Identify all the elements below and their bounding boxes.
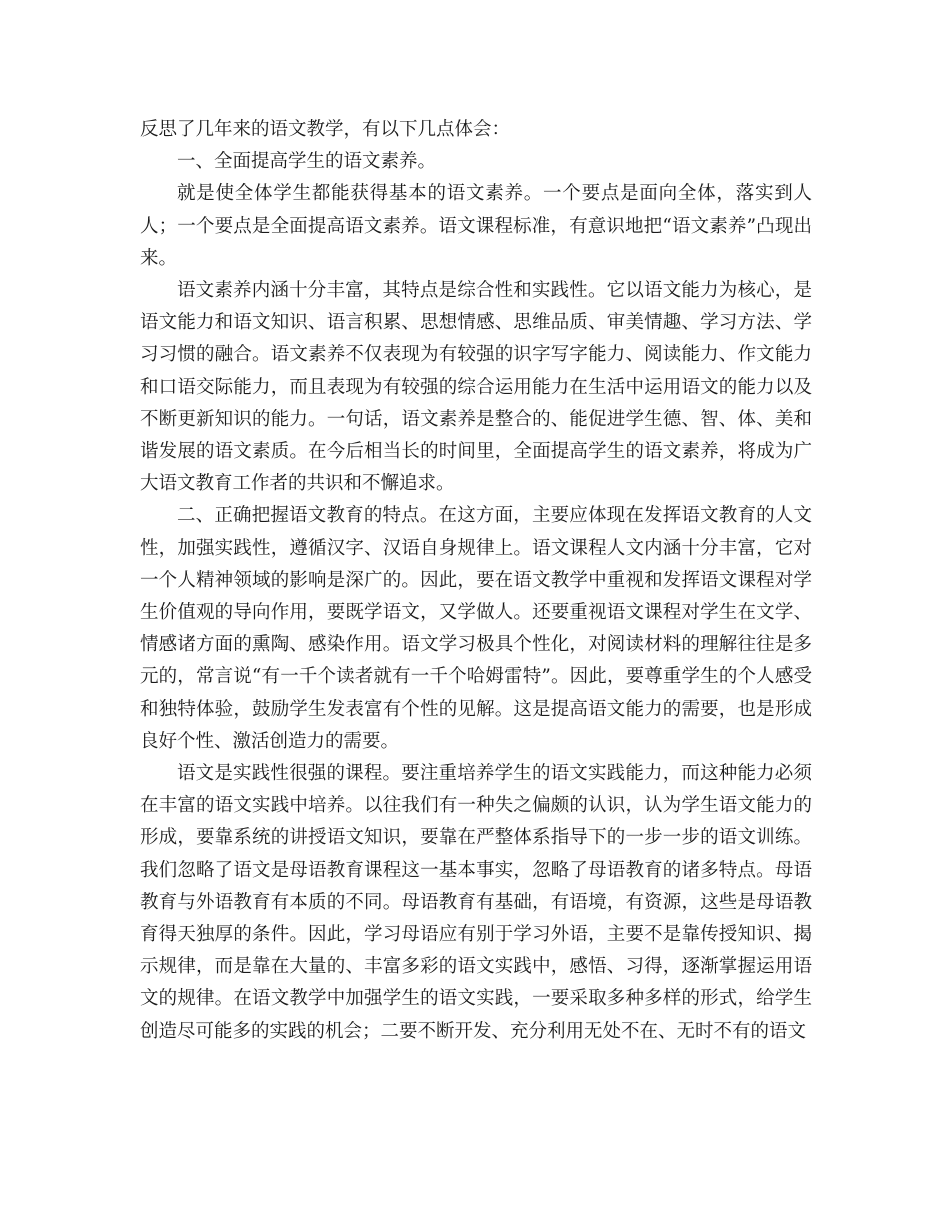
paragraph-2-heading: 一、全面提高学生的语文素养。 — [177, 151, 437, 173]
paragraph-3: 就是使全体学生都能获得基本的语文素养。一个要点是面向全体，落实到人人；一个要点是全面提高语文素养。语文课程标准，有意识地把“语文素养”凸现出来。 — [140, 183, 812, 269]
paragraph-5-heading: 二、正确把握语文教育的特点。在这方面，主要应体现在发挥语文教育的人文性，加强实践性，遵循汉字、汉语自身规律上。语文课程人文内涵十分丰富，它对一个人精神领域的影响是深广的。因此，要在语文教学中重视和发挥语文课程对学生价值观的导向作用，要既学语文，又学做人。还要重视语文课程对学生在文学、情感诸方面的熏陶、感染作用。语文学习极具个性化，对阅读材料的理解往往是多元的，常言说“有一千个读者就有一千个哈姆雷特”。因此，要尊重学生的个人感受和独特体验，鼓励学生发表富有个性的见解。这是提高语文能力的需要，也是形成良好个性、激活创造力的需要。 — [140, 505, 812, 752]
document-body — [140, 114, 812, 1048]
paragraph-1: 反思了几年来的语文教学，有以下几点体会： — [140, 119, 511, 140]
paragraph-6: 语文是实践性很强的课程。要注重培养学生的语文实践能力，而这种能力必须在丰富的语文实践中培养。以往我们有一种失之偏颇的认识，认为学生语文能力的形成，要靠系统的讲授语文知识，要靠在严整体系指导下的一步一步的语文训练。我们忽略了语文是母语教育课程这一基本事实，忽略了母语教育的诸多特点。母语教育与外语教育有本质的不同。母语教育有基础，有语境，有资源，这些是母语教育得天独厚的条件。因此，学习母语应有别于学习外语，主要不是靠传授知识、揭示规律，而是靠在大量的、丰富多彩的语文实践中，感悟、习得，逐渐掌握运用语文的规律。在语文教学中加强学生的语文实践，一要采取多种多样的形式，给学生创造尽可能多的实践的机会；二要不断开发、充分利用无处不在、无时不有的语文 — [140, 763, 812, 1042]
paragraph-4: 语文素养内涵十分丰富，其特点是综合性和实践性。它以语文能力为核心，是语文能力和语文知识、语言积累、思想情感、思维品质、审美情趣、学习方法、学习习惯的融合。语文素养不仅表现为有较强的识字写字能力、阅读能力、作文能力和口语交际能力，而且表现为有较强的综合运用能力在生活中运用语文的能力以及不断更新知识的能力。一句话，语文素养是整合的、能促进学生德、智、体、美和谐发展的语文素质。在今后相当长的时间里，全面提高学生的语文素养，将成为广大语文教育工作者的共识和不懈追求。 — [140, 280, 812, 495]
